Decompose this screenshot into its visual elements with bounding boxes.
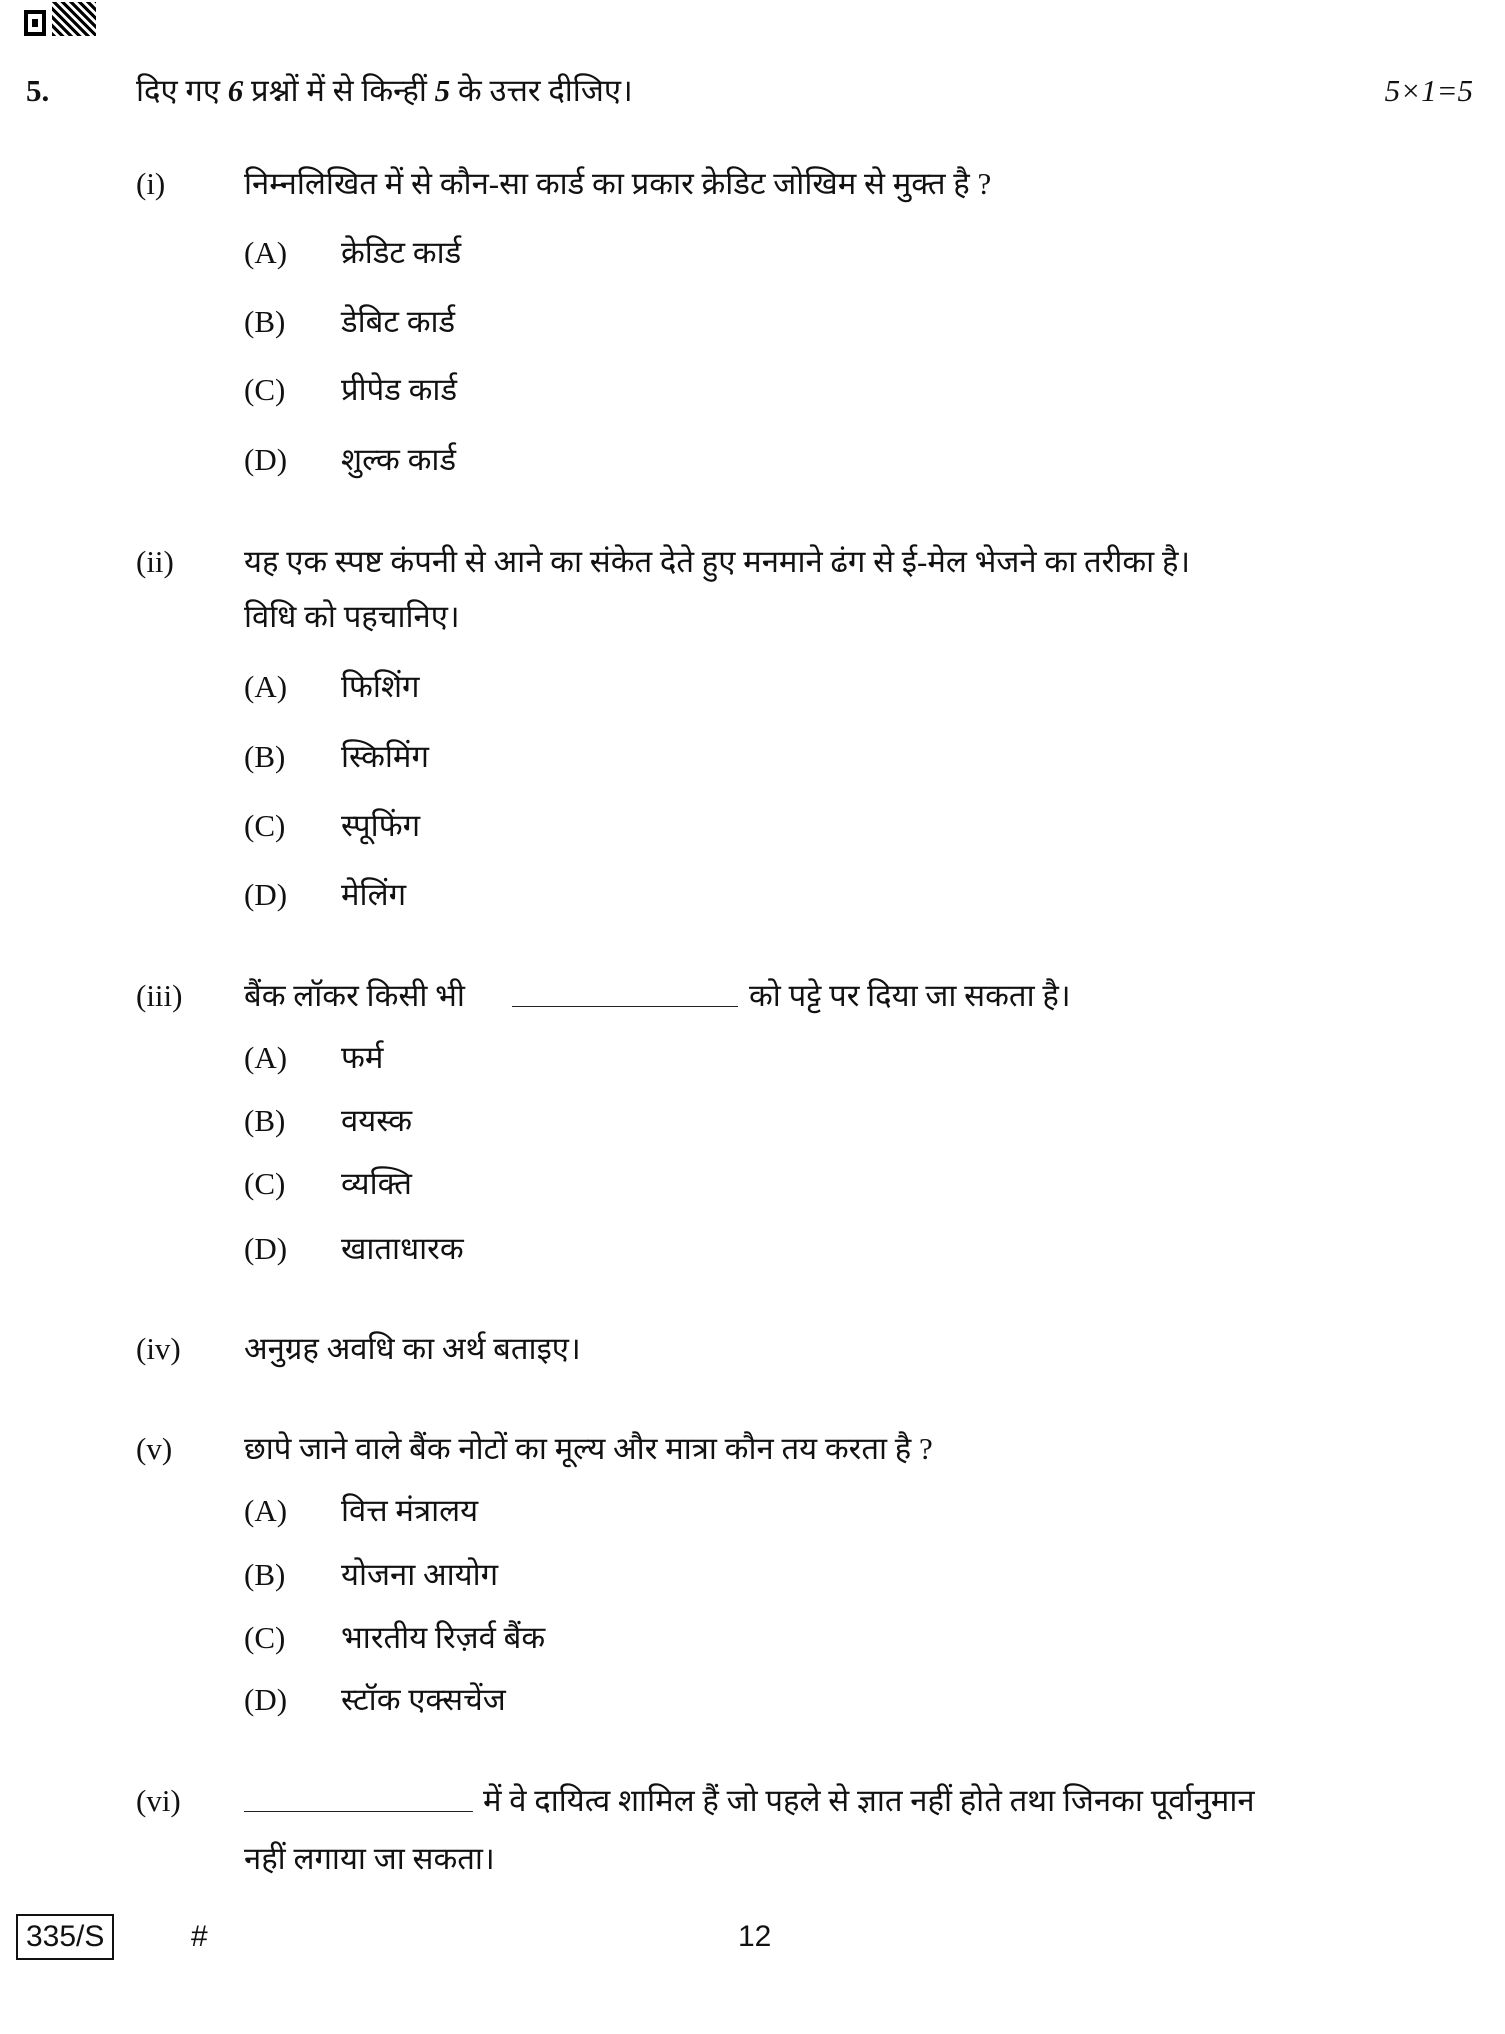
part-text: अनुग्रह अवधि का अर्थ बताइए। [244, 1331, 581, 1366]
part-label: (iii) [136, 978, 183, 1013]
option-text: शुल्क कार्ड [341, 442, 457, 477]
option-text: फिशिंग [341, 669, 420, 704]
hash-mark: # [191, 1920, 208, 1953]
option-text: मेलिंग [341, 877, 407, 912]
instruction-number: 5 [434, 73, 451, 108]
part-label: (vi) [136, 1783, 181, 1818]
option-label: (A) [244, 669, 288, 704]
fill-blank [512, 976, 738, 1017]
option-text: क्रेडिट कार्ड [341, 235, 462, 270]
option-text: स्टॉक एक्सचेंज [341, 1682, 506, 1717]
part-text: में वे दायित्व शामिल हैं जो पहले से ज्ञात नहीं होते तथा जिनका पूर्वानुमान [483, 1783, 1255, 1818]
option-label: (B) [244, 304, 286, 339]
marks: 5×1=5 [1384, 73, 1473, 108]
part-label: (iv) [136, 1331, 181, 1366]
option-text: वयस्क [341, 1103, 413, 1138]
instruction-text: प्रश्नों में से किन्हीं [243, 73, 435, 108]
option-text: व्यक्ति [341, 1166, 412, 1201]
option-text: योजना आयोग [341, 1557, 499, 1592]
option-text: स्पूफिंग [341, 808, 421, 843]
option-text: डेबिट कार्ड [341, 304, 456, 339]
option-label: (D) [244, 1231, 288, 1266]
option-label: (A) [244, 1493, 288, 1528]
part-label: (ii) [136, 544, 174, 579]
option-label: (B) [244, 739, 286, 774]
part-text: नहीं लगाया जा सकता। [244, 1841, 495, 1876]
question-instruction [136, 71, 633, 111]
option-label: (D) [244, 1682, 288, 1717]
option-text: फर्म [341, 1040, 384, 1075]
option-label: (C) [244, 372, 286, 407]
option-text: स्किमिंग [341, 739, 429, 774]
option-label: (A) [244, 235, 288, 270]
instruction-text: दिए गए [136, 73, 228, 108]
part-text: निम्नलिखित में से कौन-सा कार्ड का प्रकार क्रेडिट जोखिम से मुक्त है ? [244, 166, 992, 201]
option-label: (B) [244, 1103, 286, 1138]
part-label: (i) [136, 166, 166, 201]
part-text: यह एक स्पष्ट कंपनी से आने का संकेत देते हुए मनमाने ढंग से ई-मेल भेजने का तरीका है। [244, 544, 1191, 579]
option-label: (D) [244, 442, 288, 477]
option-text: वित्त मंत्रालय [341, 1493, 479, 1528]
option-label: (B) [244, 1557, 286, 1592]
fill-blank [244, 1781, 473, 1822]
question-number: 5. [26, 73, 50, 108]
part-label: (v) [136, 1431, 173, 1466]
option-text: प्रीपेड कार्ड [341, 372, 458, 407]
paper-code: 335/S [16, 1914, 114, 1960]
qr-code-icon [24, 2, 96, 36]
instruction-text: के उत्तर दीजिए। [450, 73, 633, 108]
option-label: (C) [244, 1166, 286, 1201]
option-label: (A) [244, 1040, 288, 1075]
option-text: खाताधारक [341, 1231, 464, 1266]
part-text: विधि को पहचानिए। [244, 599, 460, 634]
part-text: बैंक लॉकर किसी भी [244, 978, 465, 1013]
part-text: छापे जाने वाले बैंक नोटों का मूल्य और मात्रा कौन तय करता है ? [244, 1431, 933, 1466]
option-text: भारतीय रिज़र्व बैंक [341, 1620, 546, 1655]
instruction-number: 6 [227, 73, 244, 108]
option-label: (C) [244, 1620, 286, 1655]
page-number: 12 [738, 1920, 772, 1953]
option-label: (C) [244, 808, 286, 843]
part-text: को पट्टे पर दिया जा सकता है। [749, 978, 1071, 1013]
option-label: (D) [244, 877, 288, 912]
